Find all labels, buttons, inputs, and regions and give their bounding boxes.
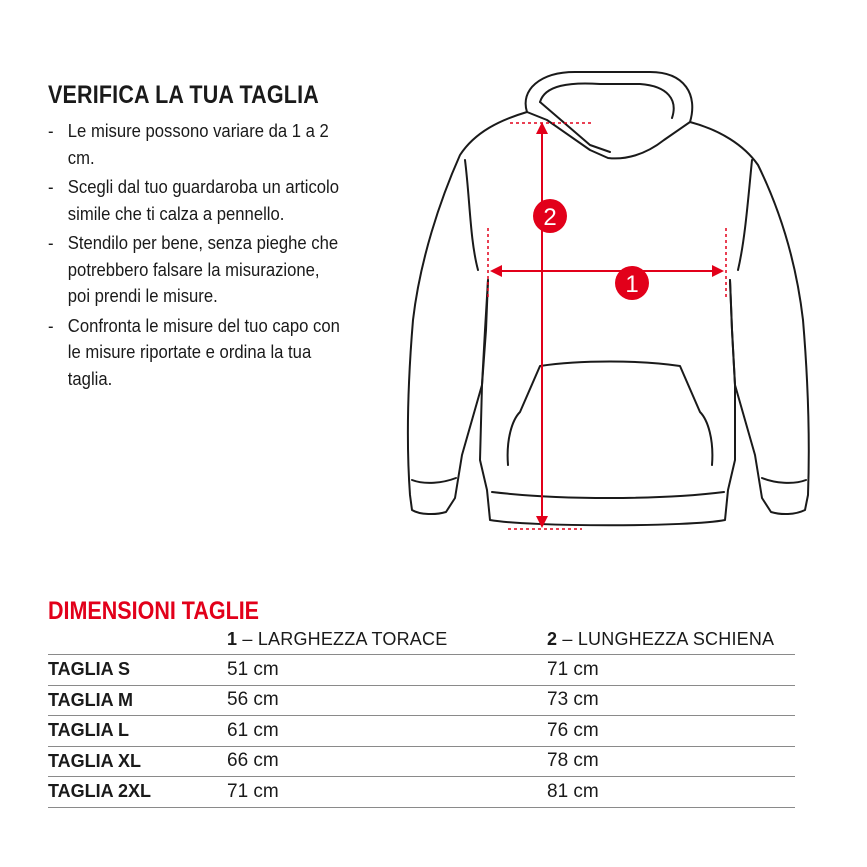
size-label: TAGLIA XL — [48, 746, 227, 777]
table-row — [48, 685, 795, 716]
arrow-up-icon — [536, 122, 548, 134]
size-table — [48, 624, 795, 808]
hoodie-outline — [408, 72, 809, 525]
arrow-left-icon — [490, 265, 502, 277]
instruction-text: Confronta le misure del tuo capo con le misure riportate e ordina la tua taglia. — [67, 314, 340, 389]
arrow-right-icon — [712, 265, 724, 277]
measure-chest — [488, 228, 726, 300]
length-value: 76 cm — [547, 716, 795, 747]
page-title: VERIFICA LA TUA TAGLIA — [48, 80, 319, 109]
waistband-line — [492, 492, 724, 498]
instruction-text: Le misure possono variare da 1 a 2 cm. — [67, 120, 329, 168]
bullet-dash: - — [48, 120, 54, 141]
length-value: 81 cm — [547, 777, 795, 808]
chest-value: 66 cm — [227, 746, 547, 777]
kangaroo-pocket — [508, 362, 713, 466]
length-value: 78 cm — [547, 746, 795, 777]
size-label: TAGLIA M — [48, 685, 227, 716]
size-label: TAGLIA 2XL — [48, 777, 227, 808]
chest-value: 61 cm — [227, 716, 547, 747]
right-cuff-line — [762, 478, 806, 483]
bullet-dash: - — [48, 314, 54, 336]
table-row — [48, 655, 795, 686]
header-chest-num: 1 — [227, 628, 238, 649]
table-header-row — [48, 624, 795, 655]
left-cuff-line — [412, 478, 456, 483]
length-value: 71 cm — [547, 655, 795, 686]
instruction-text: Stendilo per bene, senza pieghe che potrebbero falsare la misurazione, poi prendi le misure. — [67, 232, 339, 306]
header-length — [547, 624, 795, 655]
size-label: TAGLIA L — [48, 716, 227, 747]
marker-2-label: 2 — [543, 204, 557, 231]
hood-inner-line — [540, 83, 674, 118]
header-chest-label: – LARGHEZZA TORACE — [237, 628, 448, 649]
table-row — [48, 746, 795, 777]
arrow-down-icon — [536, 516, 548, 528]
chest-value: 71 cm — [227, 777, 547, 808]
left-sleeve — [408, 112, 527, 514]
header-empty — [48, 624, 227, 655]
marker-1-label: 1 — [625, 271, 639, 298]
measure-length — [508, 122, 592, 529]
table-row — [48, 716, 795, 747]
header-length-label: – LUNGHEZZA SCHIENA — [557, 628, 775, 649]
instruction-text: Scegli dal tuo guardaroba un articolo simile che ti calza a pennello. — [67, 176, 340, 224]
left-seam-line — [465, 160, 478, 270]
hood-opening-line — [540, 102, 610, 152]
length-value: 73 cm — [547, 685, 795, 716]
size-table-title: DIMENSIONI TAGLIE — [48, 596, 260, 625]
bullet-dash: - — [48, 232, 54, 253]
chest-value: 56 cm — [227, 685, 547, 716]
right-seam-line — [738, 160, 752, 270]
chest-value: 51 cm — [227, 655, 547, 686]
header-chest — [227, 624, 547, 655]
table-row — [48, 777, 795, 808]
header-length-num: 2 — [547, 628, 558, 649]
bullet-dash: - — [48, 176, 54, 197]
size-label: TAGLIA S — [48, 655, 227, 686]
